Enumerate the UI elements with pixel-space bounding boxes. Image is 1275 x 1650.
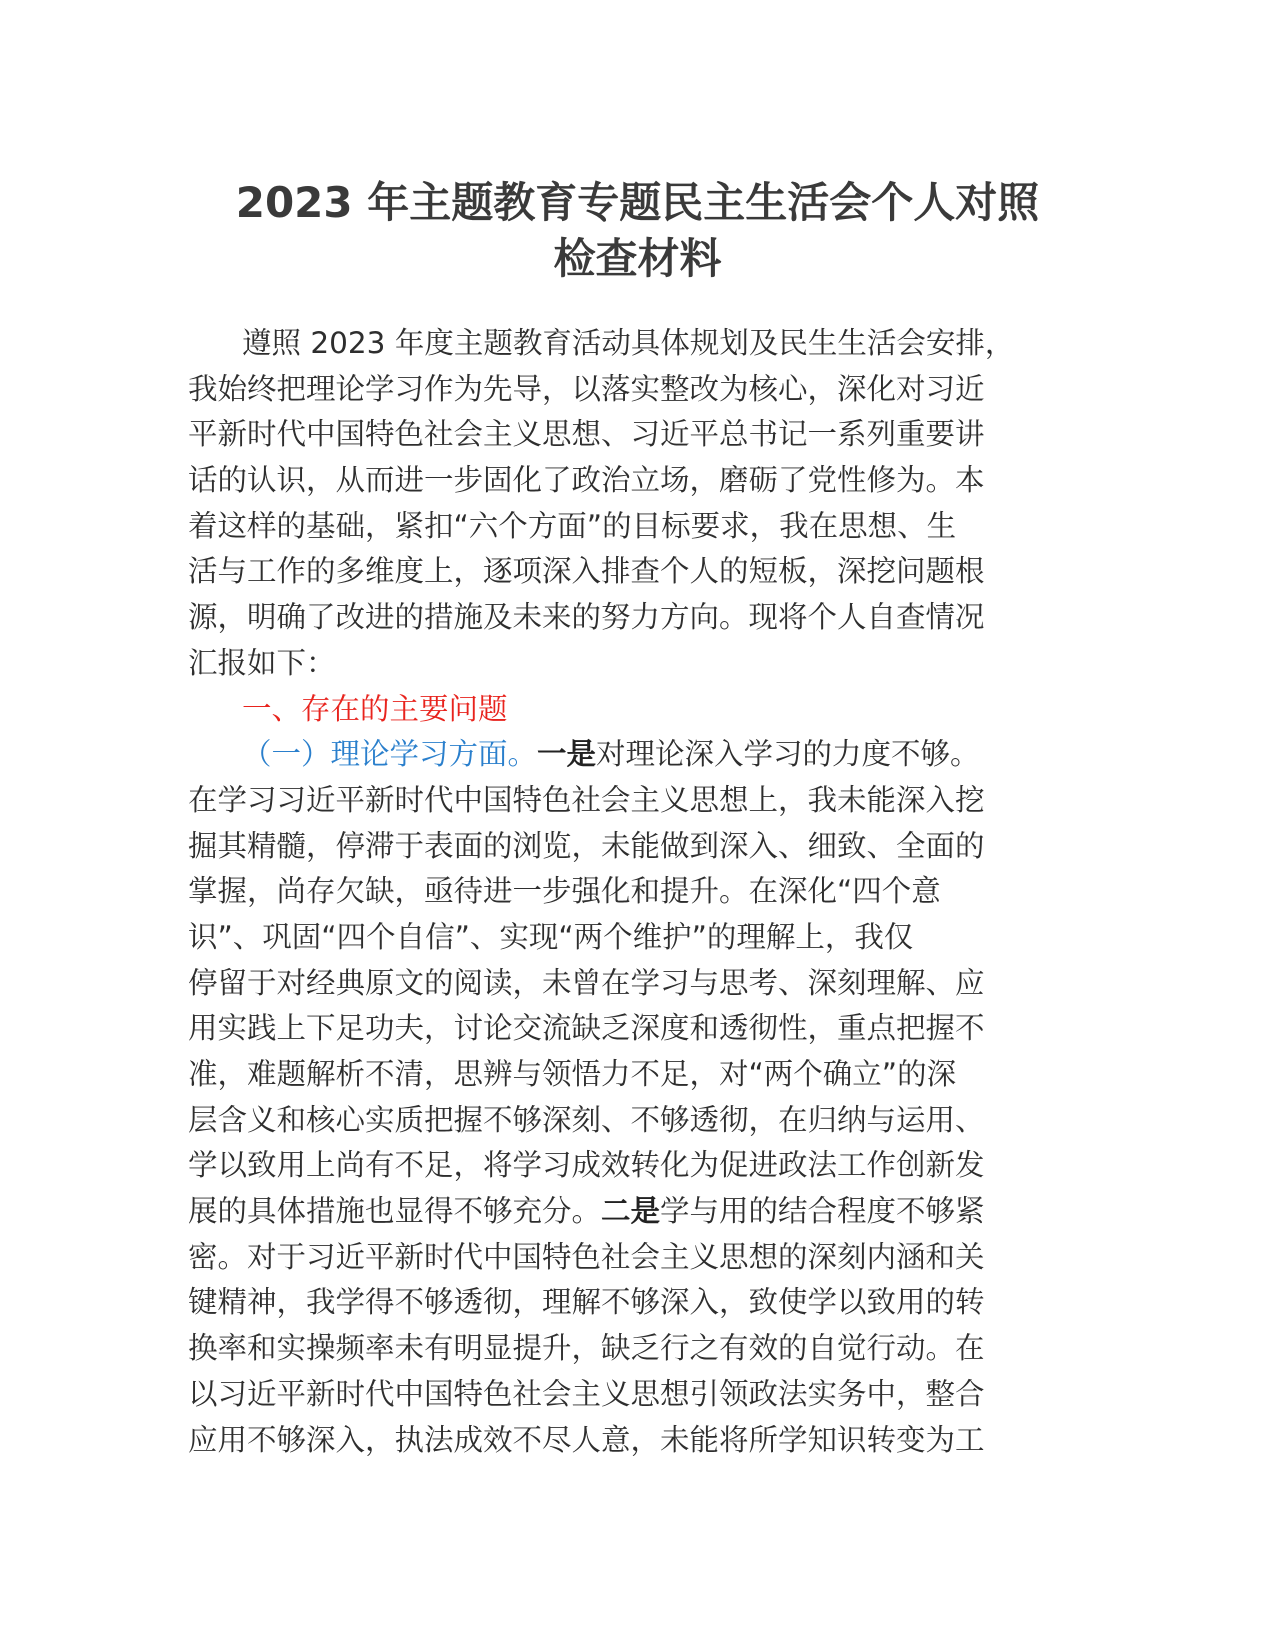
intro-line: 源，明确了改进的措施及未来的努力方向。现将个人自查情况 bbox=[188, 600, 985, 635]
subsection-heading: （一）理论学习方面。 bbox=[242, 737, 538, 772]
paragraph-line: 停留于对经典原文的阅读，未曾在学习与思考、深刻理解、应 bbox=[188, 965, 985, 1000]
subsection-first-line bbox=[188, 732, 1088, 778]
paragraph-line: 应用不够深入，执法成效不尽人意，未能将所学知识转变为工 bbox=[188, 1422, 985, 1457]
paragraph-line: 用实践上下足功夫，讨论交流缺乏深度和透彻性，重点把握不 bbox=[188, 1011, 985, 1046]
paragraph-line: 识”、巩固“四个自信”、实现“两个维护”的理解上，我仅 bbox=[188, 919, 914, 954]
intro-line: 平新时代中国特色社会主义思想、习近平总书记一系列重要讲 bbox=[188, 417, 985, 452]
paragraph-line: 准，难题解析不清，思辨与领悟力不足，对“两个确立”的深 bbox=[188, 1057, 957, 1091]
paragraph-line: 换率和实操频率未有明显提升，缺乏行之有效的自觉行动。在 bbox=[188, 1331, 985, 1366]
section-heading: 一、存在的主要问题 bbox=[242, 691, 508, 726]
paragraph-line: 掘其精髓，停滞于表面的浏览，未能做到深入、细致、全面的 bbox=[188, 828, 985, 863]
title-line-2: 检查材料 bbox=[553, 234, 722, 283]
intro-line: 汇报如下： bbox=[188, 645, 336, 680]
paragraph-line-mixed bbox=[188, 1189, 1088, 1235]
paragraph-line: 键精神，我学得不够透彻，理解不够深入，致使学以致用的转 bbox=[188, 1285, 985, 1320]
point-label: 二是 bbox=[601, 1194, 661, 1229]
title-line-1: 2023 年主题教育专题民主生活会个人对照 bbox=[235, 178, 1040, 227]
intro-line: 活与工作的多维度上，逐项深入排查个人的短板，深挖问题根 bbox=[188, 554, 985, 589]
paragraph-line: 学以致用上尚有不足，将学习成效转化为促进政法工作创新发 bbox=[188, 1148, 985, 1183]
intro-line: 着这样的基础，紧扣“六个方面”的目标要求，我在思想、生 bbox=[188, 508, 957, 543]
point-text: 学与用的结合程度不够紧 bbox=[660, 1194, 985, 1229]
point-text: 对理论深入学习的力度不够。 bbox=[596, 737, 980, 772]
document-title bbox=[185, 175, 1090, 287]
document-body bbox=[188, 321, 1088, 1463]
paragraph-line: 掌握，尚存欠缺，亟待进一步强化和提升。在深化“四个意 bbox=[188, 874, 941, 909]
paragraph-line: 在学习习近平新时代中国特色社会主义思想上，我未能深入挖 bbox=[188, 782, 985, 817]
intro-line: 话的认识，从而进一步固化了政治立场，磨砺了党性修为。本 bbox=[188, 463, 985, 498]
intro-line: 遵照 2023 年度主题教育活动具体规划及民生生活会安排， bbox=[242, 326, 1015, 360]
point-text: 展的具体措施也显得不够充分。 bbox=[188, 1194, 602, 1229]
paragraph-line: 层含义和核心实质把握不够深刻、不够透彻，在归纳与运用、 bbox=[188, 1102, 985, 1137]
paragraph-line: 以习近平新时代中国特色社会主义思想引领政法实务中，整合 bbox=[188, 1376, 985, 1411]
intro-line: 我始终把理论学习作为先导，以落实整改为核心，深化对习近 bbox=[188, 371, 985, 406]
paragraph-line: 密。对于习近平新时代中国特色社会主义思想的深刻内涵和关 bbox=[188, 1239, 985, 1274]
point-label: 一是 bbox=[537, 737, 597, 772]
